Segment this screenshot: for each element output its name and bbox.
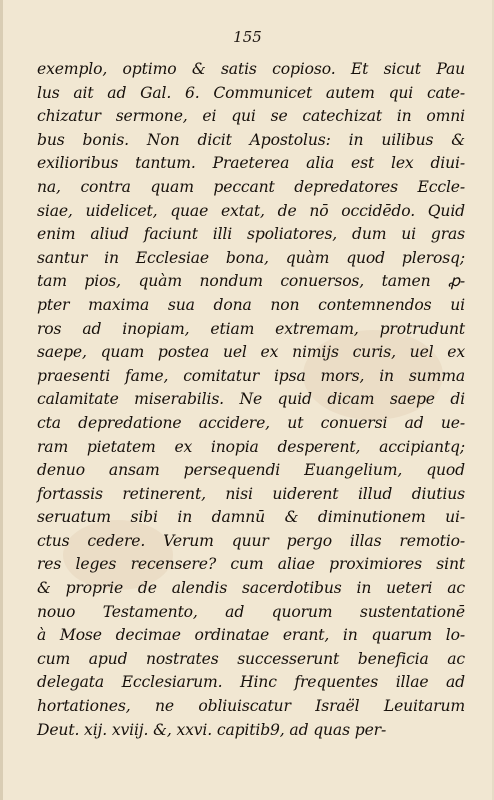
text-line: ros ad inopiam, etiam extremam, protrudunt (37, 319, 465, 338)
text-line: saepe, quam postea uel ex nimijs curis, uel ex (37, 343, 465, 362)
text-line: nouo Testamento, ad quorum sustentationē (37, 602, 465, 621)
text-line: lus ait ad Gal. 6. Communicet autem qui cate- (37, 83, 465, 102)
text-line: cta depredatione accidere, ut conuersi ad ue- (37, 413, 465, 432)
text-line: seruatum sibi in damnū & diminutionem ui- (37, 508, 465, 527)
text-line: exemplo, optimo & satis copioso. Et sicut Pau (37, 60, 465, 78)
text-line: fortassis retinerent, nisi uiderent illud diutius (37, 484, 465, 503)
text-line: cum apud nostrates successerunt beneficia ac (37, 649, 465, 668)
body-text (37, 58, 465, 742)
text-line: à Mose decimae ordinatae erant, in quarum lo- (37, 626, 465, 645)
text-line: santur in Ecclesiae bona, quàm quod plerosq; (37, 248, 465, 267)
text-line: hortationes, ne obliuiscatur Israël Leuitarum (37, 697, 465, 716)
text-line: calamitate miserabilis. Ne quid dicam saepe di (37, 390, 465, 409)
text-line: exilioribus tantum. Praeterea alia est lex diui- (37, 154, 465, 173)
text-line: Deut. xij. xviij. &, xxvi. capitib9, ad quas per- (37, 720, 387, 739)
text-line: tam pios, quàm nondum conuersos, tamen ꝓ- (37, 272, 465, 291)
text-line: bus bonis. Non dicit Apostolus: in uilibus & (37, 130, 465, 149)
text-line: ctus cedere. Verum quur pergo illas remotio- (37, 531, 465, 550)
page-number: 155 (233, 28, 262, 46)
text-line: praesenti fame, comitatur ipsa mors, in summa (37, 366, 465, 385)
text-line: res leges recensere? cum aliae proximiores sint (37, 555, 465, 574)
text-line: denuo ansam persequendi Euangelium, quod (37, 461, 465, 480)
text-line: & proprie de alendis sacerdotibus in ueteri ac (37, 579, 465, 598)
text-line: ram pietatem ex inopia desperent, accipiantq; (37, 437, 465, 456)
text-line: pter maxima sua dona non contemnendos ui (37, 295, 465, 314)
text-line: chizatur sermone, ei qui se catechizat in omni (37, 107, 465, 126)
text-line: enim aliud faciunt illi spoliatores, dum ui gras (37, 225, 465, 244)
text-line: na, contra quam peccant depredatores Eccle- (37, 177, 465, 196)
text-line: delegata Ecclesiarum. Hinc frequentes illae ad (37, 673, 465, 692)
text-line: siae, uidelicet, quae extat, de nō occidēdo. Quid (37, 201, 465, 220)
